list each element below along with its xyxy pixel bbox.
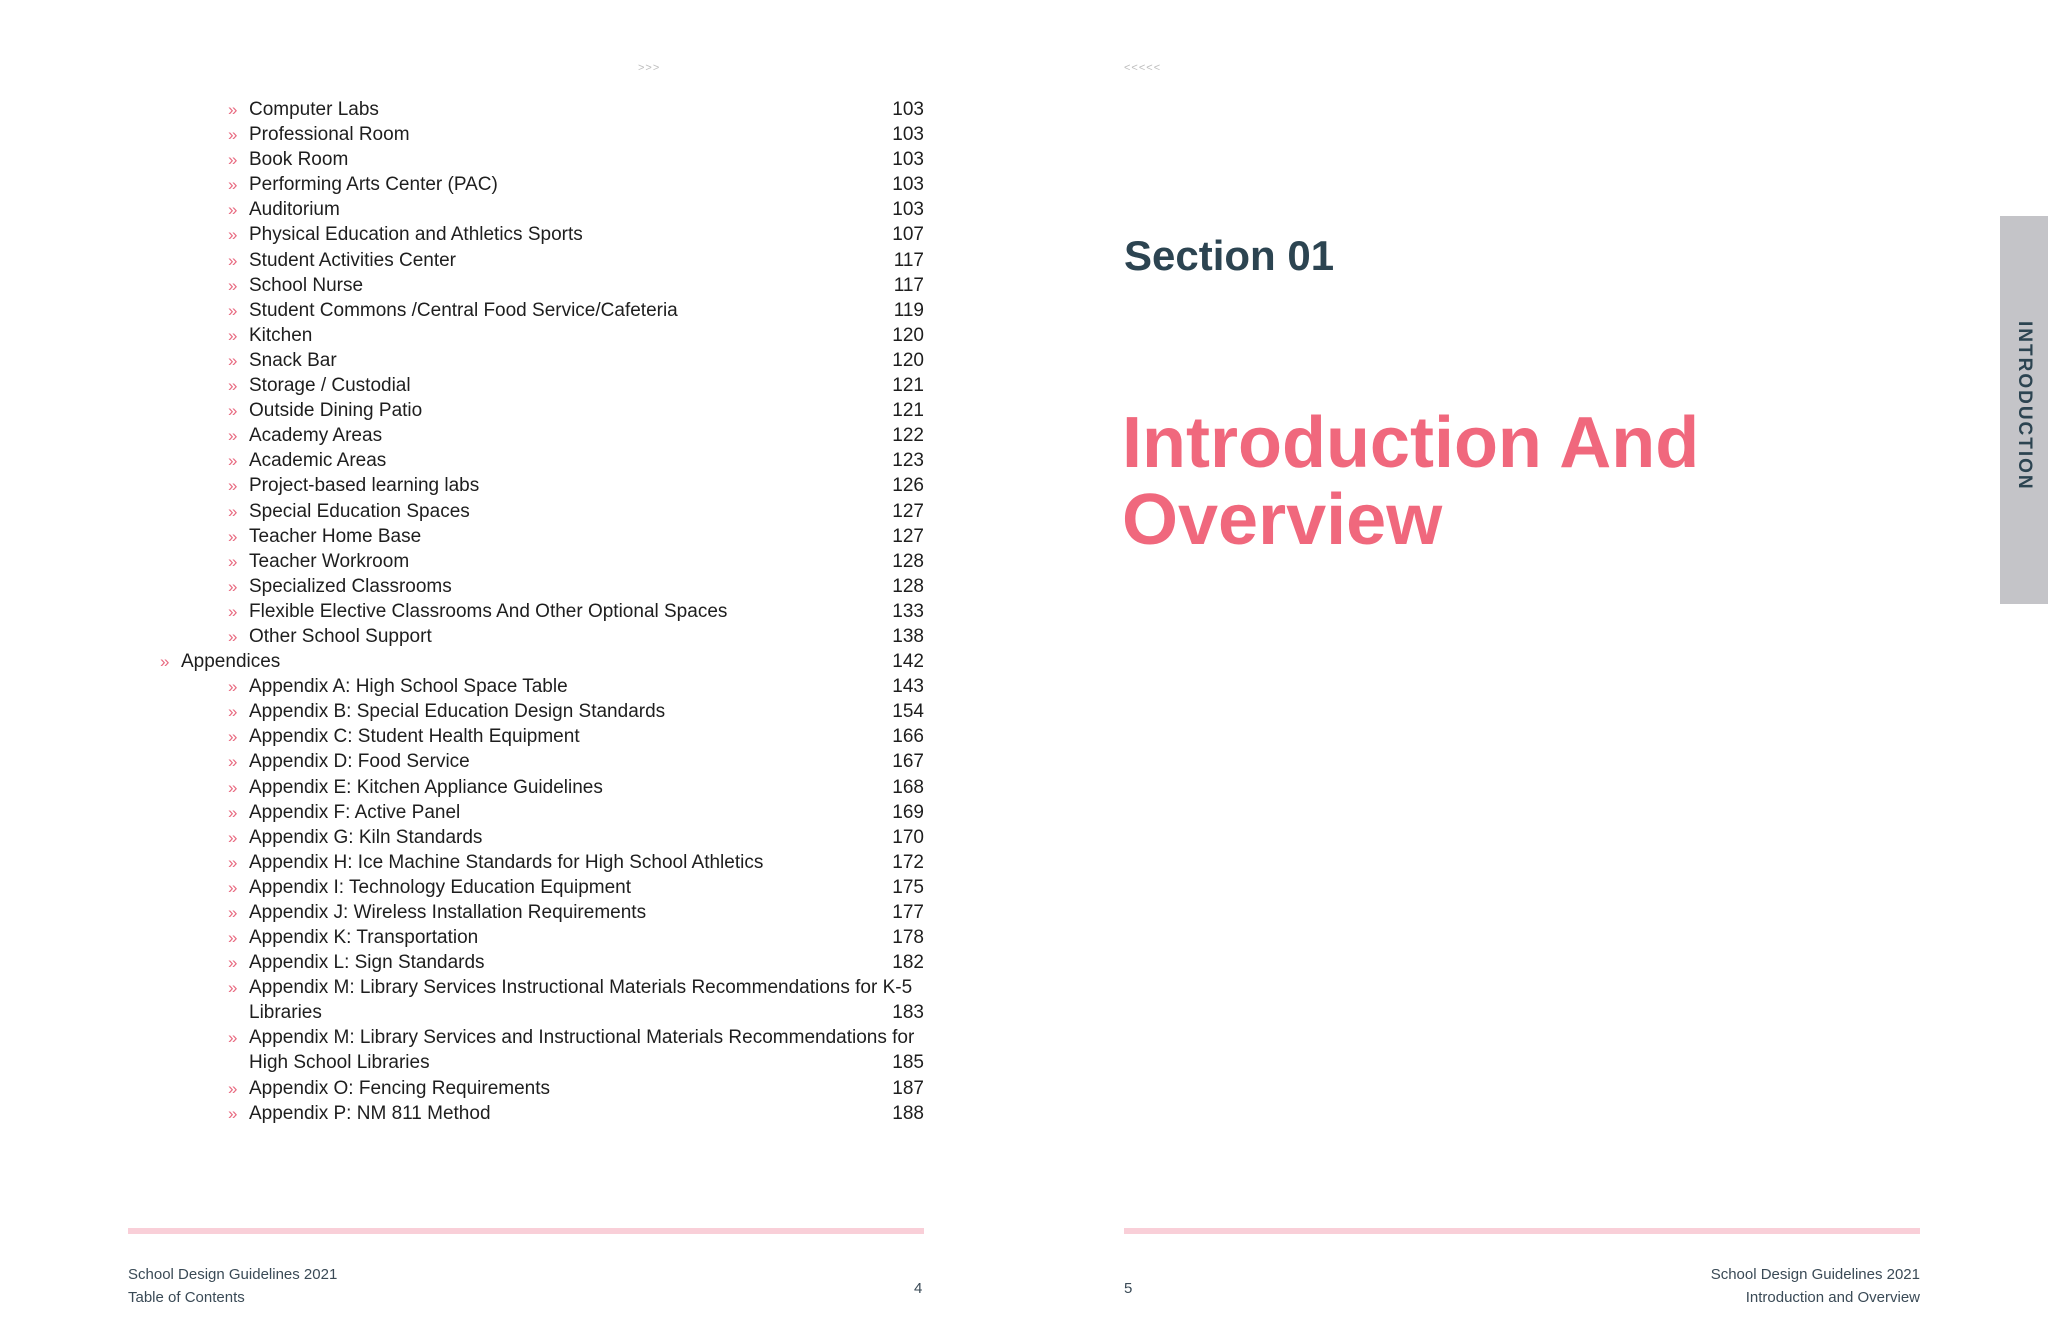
toc-entry-page: 127 [892, 500, 924, 522]
toc-entry[interactable] [0, 699, 1020, 724]
toc-entry[interactable] [0, 800, 1020, 825]
chevron-right-icon: » [228, 426, 238, 446]
toc-entry-page: 166 [892, 726, 924, 748]
chevron-right-icon: » [228, 526, 238, 546]
toc-entry-title: Kitchen [249, 324, 313, 346]
table-of-contents [0, 97, 1020, 1126]
toc-entry-title: Appendix M: Library Services and Instructional Materials Recommendations for High School Libraries [249, 1027, 915, 1074]
toc-entry-title: Student Commons /Central Food Service/Cafeteria [249, 299, 678, 321]
toc-entry-title: School Nurse [249, 274, 364, 296]
chevron-right-icon: » [228, 1103, 238, 1123]
toc-entry-title: Computer Labs [249, 99, 379, 120]
chevron-right-icon: » [228, 150, 238, 170]
toc-entry-title: Appendix D: Food Service [249, 751, 470, 773]
toc-entry-page: 121 [892, 400, 924, 422]
toc-entry-title: Appendix E: Kitchen Appliance Guidelines [249, 776, 603, 798]
toc-entry-title: Special Education Spaces [249, 500, 470, 522]
toc-entry[interactable] [0, 172, 1020, 197]
toc-entry-page: 187 [892, 1077, 924, 1099]
chevron-right-icon: » [228, 350, 238, 370]
toc-entry-title: Appendix A: High School Space Table [249, 676, 568, 698]
toc-entry-page: 127 [892, 525, 924, 547]
toc-entry-title: Physical Education and Athletics Sports [249, 224, 583, 246]
toc-entry-title: Flexible Elective Classrooms And Other Optional Spaces [249, 600, 728, 622]
page-title: Introduction And Overview [1122, 403, 1700, 560]
chevron-right-icon: » [228, 275, 238, 295]
toc-entry-page: 133 [892, 600, 924, 622]
toc-entry[interactable] [0, 1025, 1020, 1075]
page-number-right: 5 [1124, 1280, 1133, 1297]
toc-entry-title: Appendix L: Sign Standards [249, 952, 485, 974]
chevron-right-icon: » [228, 100, 238, 119]
toc-entry[interactable] [0, 1101, 1020, 1126]
toc-entry[interactable] [0, 649, 1020, 674]
toc-entry-page: 117 [893, 274, 924, 296]
chevron-right-icon: » [228, 702, 238, 722]
toc-entry-page: 121 [892, 375, 924, 397]
toc-entry-title: Appendix M: Library Services Instructional Materials Recommendations for K-5 Libraries [249, 977, 913, 1024]
toc-entry-title: Appendix J: Wireless Installation Requirements [249, 902, 647, 923]
toc-entry-page: 172 [892, 851, 924, 873]
toc-entry[interactable] [0, 398, 1020, 423]
toc-entry-page: 103 [892, 124, 924, 146]
toc-entry-page: 123 [892, 450, 924, 472]
chevron-right-icon: » [228, 501, 238, 521]
toc-entry-page: 168 [892, 776, 924, 798]
chevron-right-icon: » [228, 752, 238, 772]
right-page [1028, 0, 2048, 1325]
toc-entry[interactable] [0, 122, 1020, 147]
page-number: 4 [914, 1280, 923, 1297]
chevron-right-icon: » [228, 827, 238, 847]
toc-entry-page: 178 [892, 927, 924, 949]
chevron-right-icon: » [228, 200, 238, 220]
chevron-right-icon: » [228, 576, 238, 596]
toc-entry-page: 142 [892, 651, 924, 673]
toc-entry[interactable] [0, 574, 1020, 599]
chevron-right-icon: » [228, 852, 238, 872]
toc-entry-title: Teacher Workroom [249, 550, 410, 572]
toc-entry[interactable] [0, 549, 1020, 574]
chevron-right-icon: » [228, 401, 238, 421]
toc-entry-title: Academy Areas [249, 425, 383, 447]
chevron-right-icon: » [228, 928, 238, 948]
toc-entry-title: Appendix I: Technology Education Equipment [249, 876, 632, 898]
toc-entry-title: Outside Dining Patio [249, 400, 423, 422]
section-label: Section 01 [1124, 232, 1335, 279]
toc-entry-page: 107 [892, 224, 924, 246]
toc-entry-title: Appendix F: Active Panel [249, 801, 461, 823]
chevron-right-icon: » [228, 802, 238, 822]
chevron-right-icon: » [160, 652, 170, 672]
toc-entry-title: Project-based learning labs [249, 475, 480, 497]
toc-entry[interactable] [0, 724, 1020, 749]
toc-entry-page: 170 [892, 826, 924, 848]
footer-doc-info-right [1620, 1263, 1920, 1309]
toc-entry[interactable] [0, 825, 1020, 850]
chevron-right-icon: » [228, 601, 238, 621]
toc-entry-title: Other School Support [249, 625, 432, 647]
toc-entry[interactable] [0, 499, 1020, 524]
toc-entry-title: Appendix B: Special Education Design Standards [249, 701, 666, 723]
toc-entry-page: 126 [892, 475, 924, 497]
side-tab[interactable] [2000, 216, 2048, 604]
chevron-right-icon: » [228, 300, 238, 320]
chevron-right-icon: » [228, 727, 238, 747]
footer-doc-title-right: School Design Guidelines 2021 [1710, 1266, 1920, 1283]
toc-entry-title: Appendix C: Student Health Equipment [249, 726, 580, 748]
chevron-right-icon: » [228, 777, 238, 797]
toc-entry-page: 182 [892, 952, 924, 974]
footer-doc-info [128, 1263, 337, 1309]
toc-entry-page: 103 [892, 199, 924, 221]
toc-entry-page: 128 [892, 575, 924, 597]
toc-entry-title: Appendix G: Kiln Standards [249, 826, 483, 848]
toc-entry-page: 154 [892, 701, 924, 723]
toc-entry[interactable] [0, 273, 1020, 298]
toc-entry-page: 103 [892, 174, 924, 196]
toc-entry-page: 122 [892, 425, 924, 447]
toc-entry[interactable] [0, 624, 1020, 649]
nav-mark-left: >>> [638, 62, 661, 74]
toc-entry[interactable] [0, 323, 1020, 348]
toc-entry[interactable] [0, 222, 1020, 247]
toc-entry[interactable] [0, 473, 1020, 498]
toc-entry-page: 120 [892, 324, 924, 346]
toc-entry-page: 188 [892, 1102, 924, 1124]
toc-entry[interactable] [0, 197, 1020, 222]
toc-entry[interactable] [0, 97, 1020, 122]
footer-section-right: Introduction and Overview [1745, 1289, 1920, 1306]
chevron-right-icon: » [228, 953, 238, 973]
chevron-right-icon: » [228, 978, 238, 998]
toc-entry-page: 177 [892, 902, 924, 923]
toc-entry-page: 103 [892, 149, 924, 171]
nav-mark-right: <<<<< [1124, 62, 1162, 74]
toc-entry-page: 169 [892, 801, 924, 823]
toc-entry[interactable] [0, 749, 1020, 774]
chevron-right-icon: » [228, 677, 238, 697]
chevron-right-icon: » [228, 175, 238, 195]
toc-entry-page: 185 [892, 1052, 924, 1074]
toc-entry[interactable] [0, 147, 1020, 172]
toc-entry-page: 143 [892, 676, 924, 698]
toc-entry[interactable] [0, 298, 1020, 323]
chevron-right-icon: » [228, 877, 238, 897]
chevron-right-icon: » [228, 1078, 238, 1098]
toc-entry-page: 103 [892, 99, 924, 120]
chevron-right-icon: » [228, 1028, 238, 1048]
toc-entry-title: Performing Arts Center (PAC) [249, 174, 498, 196]
toc-entry[interactable] [0, 775, 1020, 800]
toc-entry-page: 175 [892, 876, 924, 898]
toc-entry-page: 117 [893, 249, 924, 271]
toc-entry-page: 138 [892, 625, 924, 647]
toc-entry-page: 128 [892, 550, 924, 572]
toc-entry[interactable] [0, 248, 1020, 273]
toc-entry[interactable] [0, 599, 1020, 624]
toc-entry[interactable] [0, 524, 1020, 549]
footer-divider [128, 1228, 924, 1234]
toc-entry[interactable] [0, 875, 1020, 900]
toc-entry-title: Academic Areas [249, 450, 387, 472]
toc-entry[interactable] [0, 348, 1020, 373]
chevron-right-icon: » [228, 476, 238, 496]
toc-entry-title: Appendix H: Ice Machine Standards for High School Athletics [249, 851, 764, 873]
toc-entry[interactable] [0, 674, 1020, 699]
toc-entry[interactable] [0, 423, 1020, 448]
toc-entry-page: 167 [892, 751, 924, 773]
footer-doc-title: School Design Guidelines 2021 [128, 1266, 338, 1283]
toc-entry[interactable] [0, 950, 1020, 975]
toc-entry-title: Appendices [181, 651, 281, 673]
toc-entry[interactable] [0, 850, 1020, 875]
toc-entry-title: Auditorium [249, 199, 340, 221]
left-page [0, 0, 1020, 1325]
chevron-right-icon: » [228, 626, 238, 646]
toc-entry[interactable] [0, 925, 1020, 950]
chevron-right-icon: » [228, 376, 238, 396]
toc-entry[interactable] [0, 900, 1020, 925]
toc-entry[interactable] [0, 1076, 1020, 1101]
toc-entry-title: Snack Bar [249, 349, 337, 371]
toc-entry-page: 183 [892, 1002, 924, 1024]
toc-entry-title: Teacher Home Base [249, 525, 422, 547]
chevron-right-icon: » [228, 125, 238, 145]
side-tab-label: INTRODUCTION [2014, 321, 2035, 491]
toc-entry-title: Student Activities Center [249, 249, 456, 271]
toc-entry-page: 120 [892, 349, 924, 371]
toc-entry-title: Book Room [249, 149, 349, 171]
footer-divider-right [1124, 1228, 1920, 1234]
chevron-right-icon: » [228, 225, 238, 245]
chevron-right-icon: » [228, 250, 238, 270]
toc-entry-title: Professional Room [249, 124, 410, 146]
toc-entry[interactable] [0, 975, 1020, 1025]
chevron-right-icon: » [228, 903, 238, 922]
toc-entry-title: Specialized Classrooms [249, 575, 452, 597]
chevron-right-icon: » [228, 451, 238, 471]
toc-entry-page: 119 [893, 299, 924, 321]
toc-entry[interactable] [0, 373, 1020, 398]
toc-entry-title: Appendix O: Fencing Requirements [249, 1077, 550, 1099]
toc-entry-title: Appendix P: NM 811 Method [249, 1102, 491, 1124]
toc-entry-title: Storage / Custodial [249, 375, 411, 397]
chevron-right-icon: » [228, 551, 238, 571]
toc-entry-title: Appendix K: Transportation [249, 927, 479, 949]
chevron-right-icon: » [228, 325, 238, 345]
toc-entry[interactable] [0, 448, 1020, 473]
footer-section: Table of Contents [128, 1289, 245, 1306]
